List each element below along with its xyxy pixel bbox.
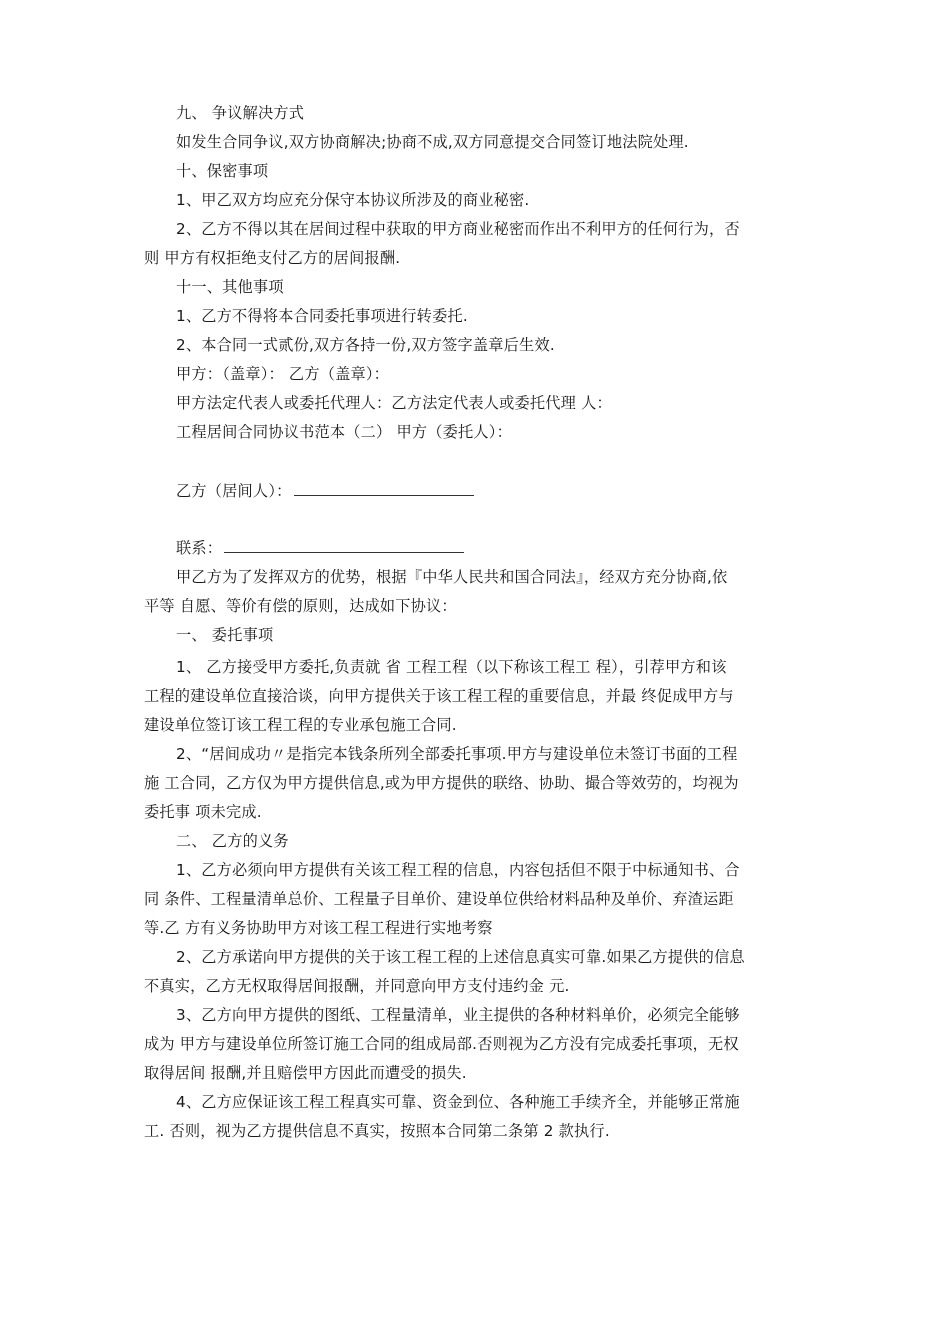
signature-line: 甲方法定代表人或委托代理人：乙方法定代表人或委托代理 人： <box>176 394 612 412</box>
paragraph-line: 2、本合同一式贰份,双方各持一份,双方签字盖章后生效. <box>176 336 555 354</box>
signature-line: 甲方：（盖章）： 乙方（盖章）： <box>176 365 390 383</box>
paragraph-line: 1、乙方必须向甲方提供有关该工程工程的信息，内容包括但不限于中标通知书、合 <box>176 861 740 879</box>
paragraph-line: 成为 甲方与建设单位所签订施工合同的组成局部.否则视为乙方没有完成委托事项，无权 <box>144 1035 739 1053</box>
contract-title-line: 工程居间合同协议书范本（二） 甲方（委托人）： <box>176 423 512 441</box>
paragraph-line: 2、乙方不得以其在居间过程中获取的甲方商业秘密而作出不利甲方的任何行为，否 <box>176 220 740 238</box>
paragraph-line: 1、乙方不得将本合同委托事项进行转委托. <box>176 307 468 325</box>
contact-label: 联系： <box>176 539 223 557</box>
party-b-line <box>176 481 474 501</box>
party-b-label: 乙方（居间人）： <box>176 482 292 500</box>
paragraph-line: 2、乙方承诺向甲方提供的关于该工程工程的上述信息真实可靠.如果乙方提供的信息 <box>176 948 745 966</box>
paragraph-line: 取得居间 报酬,并且赔偿甲方因此而遭受的损失. <box>144 1064 467 1082</box>
paragraph-line: 1、 乙方接受甲方委托,负责就 省 工程工程（以下称该工程工 程），引荐甲方和该 <box>176 658 727 676</box>
paragraph-line: 甲乙方为了发挥双方的优势，根据『中华人民共和国合同法』，经双方充分协商,依 <box>176 568 728 586</box>
contact-line <box>176 538 464 558</box>
contact-blank <box>224 538 464 553</box>
paragraph-line: 施 工合同，乙方仅为甲方提供信息,或为甲方提供的联络、协助、撮合等效劳的，均视为 <box>144 774 739 792</box>
paragraph-line: 工. 否则，视为乙方提供信息不真实，按照本合同第二条第 2 款执行. <box>144 1122 610 1140</box>
section-2-heading: 二、 乙方的义务 <box>176 832 289 850</box>
paragraph-line: 3、乙方向甲方提供的图纸、工程量清单，业主提供的各种材料单价，必须完全能够 <box>176 1006 740 1024</box>
paragraph-line: 等.乙 方有义务协助甲方对该工程工程进行实地考察 <box>144 919 493 937</box>
section-10-heading: 十、保密事项 <box>176 162 269 180</box>
paragraph-line: 同 条件、工程量清单总价、工程量子目单价、建设单位供给材料品种及单价、弃渣运距 <box>144 890 734 908</box>
section-11-heading: 十一、其他事项 <box>176 278 284 296</box>
paragraph-line: 不真实，乙方无权取得居间报酬，并同意向甲方支付违约金 元. <box>144 977 570 995</box>
paragraph-line: 工程的建设单位直接洽谈，向甲方提供关于该工程工程的重要信息，并最 终促成甲方与 <box>144 687 734 705</box>
paragraph-line: 平等 自愿、等价有偿的原则，达成如下协议： <box>144 597 457 615</box>
paragraph-line: 建设单位签订该工程工程的专业承包施工合同. <box>144 716 457 734</box>
paragraph-line: 如发生合同争议,双方协商解决;协商不成,双方同意提交合同签订地法院处理. <box>176 133 689 151</box>
party-b-blank <box>294 481 474 496</box>
paragraph-line: 2、“居间成功〃是指完本钱条所列全部委托事项.甲方与建设单位未签订书面的工程 <box>176 745 738 763</box>
paragraph-line: 委托事 项未完成. <box>144 803 262 821</box>
paragraph-line: 4、乙方应保证该工程工程真实可靠、资金到位、各种施工手续齐全，并能够正常施 <box>176 1093 740 1111</box>
paragraph-line: 1、甲乙双方均应充分保守本协议所涉及的商业秘密. <box>176 191 530 209</box>
section-9-heading: 九、 争议解决方式 <box>176 104 305 122</box>
section-1-heading: 一、 委托事项 <box>176 626 274 644</box>
paragraph-line: 则 甲方有权拒绝支付乙方的居间报酬. <box>144 249 401 267</box>
